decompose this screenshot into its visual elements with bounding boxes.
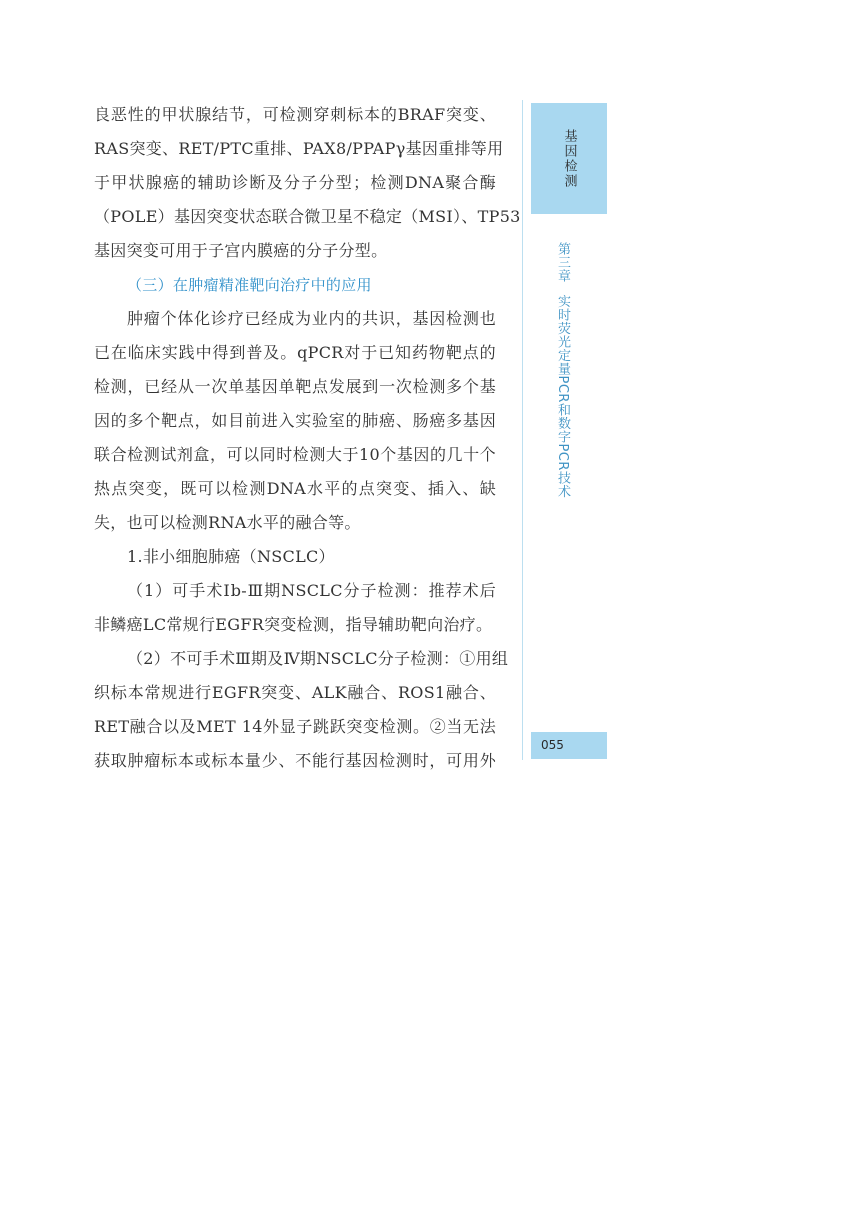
body-line: 失，也可以检测RNA水平的融合等。 bbox=[94, 513, 361, 532]
body-line: RET融合以及MET 14外显子跳跃突变检测。②当无法 bbox=[94, 717, 496, 736]
page-number: 055 bbox=[531, 732, 607, 759]
subheading-nsclc: 1.非小细胞肺癌（NSCLC） bbox=[127, 547, 335, 566]
body-line: 已在临床实践中得到普及。qPCR对于已知药物靶点的 bbox=[94, 343, 496, 362]
body-line: 织标本常规进行EGFR突变、ALK融合、ROS1融合、 bbox=[94, 683, 496, 702]
body-text bbox=[94, 98, 521, 778]
chapter-label: 第三章 bbox=[555, 242, 570, 283]
section-heading: （三）在肿瘤精准靶向治疗中的应用 bbox=[127, 276, 372, 294]
section-tab-label: 基因检测 bbox=[561, 128, 577, 189]
body-line: 肿瘤个体化诊疗已经成为业内的共识，基因检测也 bbox=[127, 309, 496, 328]
sidebar-divider bbox=[522, 100, 523, 760]
body-line: （POLE）基因突变状态联合微卫星不稳定（MSI）、TP53 bbox=[94, 207, 521, 226]
chapter-name: 实时荧光定量PCR和数字PCR技术 bbox=[555, 294, 570, 498]
body-line: （1）可手术Ⅰb-Ⅲ期NSCLC分子检测：推荐术后 bbox=[127, 581, 496, 600]
body-line: （2）不可手术Ⅲ期及Ⅳ期NSCLC分子检测：①用组 bbox=[127, 649, 509, 668]
body-line: 良恶性的甲状腺结节，可检测穿刺标本的BRAF突变、 bbox=[94, 105, 496, 124]
body-line: 非鳞癌LC常规行EGFR突变检测，指导辅助靶向治疗。 bbox=[94, 615, 493, 634]
body-line: 热点突变，既可以检测DNA水平的点突变、插入、缺 bbox=[94, 479, 496, 498]
body-line: RAS突变、RET/PTC重排、PAX8/PPAPγ基因重排等用 bbox=[94, 139, 504, 158]
body-line: 联合检测试剂盒，可以同时检测大于10个基因的几十个 bbox=[94, 445, 496, 464]
section-tab bbox=[531, 103, 607, 214]
body-line: 基因突变可用于子宫内膜癌的分子分型。 bbox=[94, 241, 388, 260]
body-line: 于甲状腺癌的辅助诊断及分子分型；检测DNA聚合酶 bbox=[94, 173, 496, 192]
body-line: 检测，已经从一次单基因单靶点发展到一次检测多个基 bbox=[94, 377, 496, 396]
chapter-title bbox=[553, 242, 571, 498]
body-line: 获取肿瘤标本或标本量少、不能行基因检测时，可用外 bbox=[94, 751, 496, 770]
body-line: 因的多个靶点，如目前进入实验室的肺癌、肠癌多基因 bbox=[94, 411, 496, 430]
